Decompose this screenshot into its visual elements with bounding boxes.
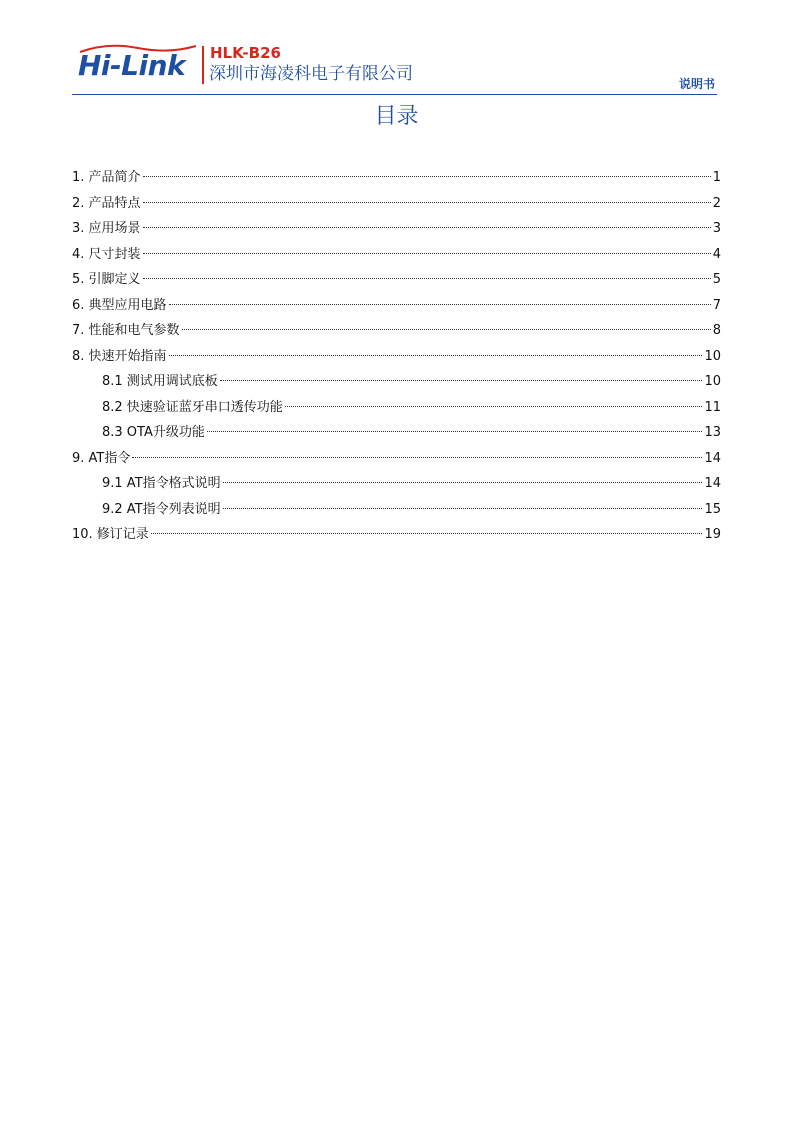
- toc-entry-page: 14: [704, 450, 721, 466]
- toc-dot-leader: [207, 431, 703, 432]
- toc-entry-label: 9.2 AT指令列表说明: [102, 501, 221, 517]
- toc-dot-leader: [169, 355, 703, 356]
- toc-entry-label: 3. 应用场景: [72, 221, 141, 236]
- toc-entry[interactable]: [72, 191, 721, 217]
- toc-dot-leader: [223, 508, 703, 509]
- toc-entry-label: 8.3 OTA升级功能: [102, 425, 205, 440]
- toc-entry[interactable]: [72, 446, 721, 472]
- toc-entry-page: 13: [704, 425, 721, 440]
- toc-entry-label: 8. 快速开始指南: [72, 348, 167, 364]
- toc-entry[interactable]: [72, 165, 721, 191]
- toc-entry-page: 8: [712, 323, 721, 338]
- toc-entry-page: 10: [704, 374, 721, 389]
- product-model: HLK-B26: [210, 44, 281, 62]
- toc-entry-label: 6. 典型应用电路: [72, 297, 167, 313]
- toc-dot-leader: [169, 304, 711, 305]
- toc-dot-leader: [143, 176, 711, 177]
- toc-entry-page: 3: [712, 221, 721, 236]
- toc-entry-label: 7. 性能和电气参数: [72, 323, 180, 338]
- toc-entry-label: 10. 修订记录: [72, 527, 149, 542]
- toc-entry-page: 10: [704, 348, 721, 364]
- toc-entry-label: 8.1 测试用调试底板: [102, 374, 218, 389]
- toc-subentry[interactable]: [72, 369, 721, 395]
- toc-entry-label: 5. 引脚定义: [72, 272, 141, 287]
- toc-dot-leader: [132, 457, 702, 458]
- company-logo: Hi-Link: [78, 49, 186, 82]
- toc-entry-page: 7: [712, 297, 721, 313]
- toc-dot-leader: [143, 278, 711, 279]
- toc-subentry[interactable]: [72, 420, 721, 446]
- toc-entry-label: 4. 尺寸封装: [72, 246, 141, 262]
- toc-entry[interactable]: [72, 318, 721, 344]
- brand-divider: [202, 46, 204, 84]
- toc-entry[interactable]: [72, 267, 721, 293]
- toc-entry-label: 9. AT指令: [72, 450, 131, 466]
- document-type: 说明书: [678, 77, 715, 91]
- company-name: 深圳市海凌科电子有限公司: [209, 64, 413, 84]
- toc-dot-leader: [220, 380, 703, 381]
- toc-dot-leader: [151, 533, 703, 534]
- toc-dot-leader: [223, 482, 703, 483]
- toc-entry-page: 15: [704, 501, 721, 517]
- toc-entry-page: 2: [712, 195, 721, 211]
- toc-entry[interactable]: [72, 216, 721, 242]
- toc-subentry[interactable]: [72, 497, 721, 523]
- toc-dot-leader: [182, 329, 711, 330]
- toc-dot-leader: [143, 253, 711, 254]
- toc-entry-label: 8.2 快速验证蓝牙串口透传功能: [102, 399, 283, 415]
- toc-entry-page: 11: [704, 399, 721, 415]
- toc-entry-page: 4: [712, 246, 721, 262]
- toc-entry-page: 5: [712, 272, 721, 287]
- toc-entry-page: 1: [712, 170, 721, 185]
- toc-subentry[interactable]: [72, 471, 721, 497]
- toc-dot-leader: [143, 227, 711, 228]
- toc-title: 目录: [374, 104, 419, 129]
- toc-entry[interactable]: [72, 293, 721, 319]
- header-divider: [72, 94, 717, 95]
- toc-dot-leader: [143, 202, 711, 203]
- toc-entry-label: 9.1 AT指令格式说明: [102, 476, 221, 491]
- toc-dot-leader: [285, 406, 703, 407]
- toc-entry-label: 2. 产品特点: [72, 195, 141, 211]
- toc-entry-label: 1. 产品简介: [72, 170, 141, 185]
- toc-entry[interactable]: [72, 522, 721, 548]
- toc-entry[interactable]: [72, 344, 721, 370]
- toc-entry-page: 19: [704, 527, 721, 542]
- toc-entry-page: 14: [704, 476, 721, 491]
- toc-subentry[interactable]: [72, 395, 721, 421]
- toc-entry[interactable]: [72, 242, 721, 268]
- table-of-contents: [72, 165, 721, 548]
- page-header: [72, 40, 717, 96]
